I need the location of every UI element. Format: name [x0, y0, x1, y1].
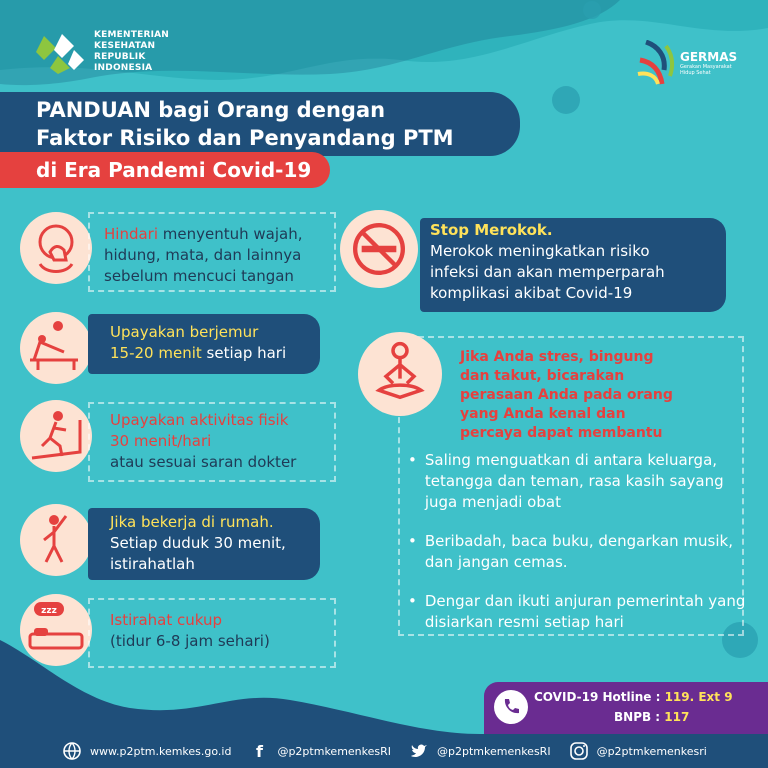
tip-face-line2: hidung, mata, dan lainnya: [104, 246, 302, 264]
title-line1: PANDUAN bagi Orang dengan: [36, 98, 386, 122]
tip-stress-bullets: [408, 450, 748, 651]
instagram-icon: [569, 741, 589, 761]
tip-work-text: [110, 512, 320, 575]
kemenkes-line1: KEMENTERIAN: [94, 30, 170, 40]
tip-face-highlight: Hindari: [104, 225, 159, 243]
kemenkes-logo: [34, 30, 169, 74]
hotline-bnpb: BNPB : 117: [614, 710, 690, 724]
kemenkes-line2: KESEHATAN: [94, 41, 156, 51]
list-item: • Beribadah, baca buku, dengarkan musik, dan jangan cemas.: [408, 532, 733, 571]
kemenkes-line4: INDONESIA: [94, 63, 153, 73]
tip-work-line1: Jika bekerja di rumah.: [110, 513, 274, 531]
tip-sun-line1: Upayakan berjemur: [110, 323, 259, 341]
list-item: • Saling menguatkan di antara keluarga, tetangga dan teman, rasa kasih sayang juga menjadi obat: [408, 451, 724, 511]
tip-stress-line1: Jika Anda stres, bingung: [460, 349, 654, 365]
tip-stress-line5: percaya dapat membantu: [460, 425, 663, 441]
hotline-covid-number: 119. Ext 9: [664, 690, 733, 704]
tip-stress-line4: yang Anda kenal dan: [460, 406, 626, 422]
page-title: [36, 96, 454, 152]
phone-icon: [494, 690, 528, 724]
hotline-bnpb-number: 117: [664, 710, 690, 724]
tip-face-text: [104, 224, 334, 287]
footer-twitter[interactable]: @p2ptmkemenkesRI: [409, 741, 551, 761]
tip-smoke-text: [430, 220, 726, 304]
tip-smoke-line4: komplikasi akibat Covid-19: [430, 284, 633, 302]
kemenkes-line3: REPUBLIK: [94, 52, 146, 62]
germas-subtitle: Gerakan Masyarakat Hidup Sehat: [680, 64, 732, 76]
tip-smoke-line3: infeksi dan akan memperparah: [430, 263, 665, 281]
tip-rest-line2: (tidur 6-8 jam sehari): [110, 632, 270, 650]
germas-title: GERMAS: [680, 50, 738, 64]
twitter-icon: [409, 741, 429, 761]
treadmill-icon: [20, 400, 92, 472]
list-item: • Dengar dan ikuti anjuran pemerintah yang disiarkan resmi setiap hari: [408, 592, 746, 631]
facebook-icon: f: [255, 741, 263, 761]
stretching-icon: [20, 504, 92, 576]
tip-smoke-line2: Merokok meningkatkan risiko: [430, 242, 650, 260]
tip-work-line2: Setiap duduk 30 menit,: [110, 534, 286, 552]
tip-smoke-line1: Stop Merokok.: [430, 221, 553, 239]
tip-sun-text: [110, 322, 320, 364]
germas-logo: [636, 40, 737, 86]
tip-rest-text: [110, 610, 336, 652]
no-smoking-icon: [340, 210, 418, 288]
globe-icon: [62, 741, 82, 761]
tip-work-line3: istirahatlah: [110, 555, 195, 573]
svg-text:zzz: zzz: [41, 606, 57, 616]
tip-stress-line3: perasaan Anda pada orang: [460, 387, 673, 403]
meditation-icon: [358, 332, 442, 416]
face-touch-icon: [20, 212, 92, 284]
sunbathing-icon: [20, 312, 92, 384]
sleep-icon: [20, 594, 92, 666]
tip-face-line1: menyentuh wajah,: [158, 225, 303, 243]
footer-website[interactable]: www.p2ptm.kemkes.go.id: [62, 741, 231, 761]
tip-rest-line1: Istirahat cukup: [110, 611, 223, 629]
tip-stress-line2: dan takut, bicarakan: [460, 368, 625, 384]
tip-exercise-line3: atau sesuai saran dokter: [110, 453, 297, 471]
footer-instagram[interactable]: @p2ptmkemenkesri: [569, 741, 707, 761]
kemenkes-logo-icon: [34, 30, 88, 74]
page-subtitle: di Era Pandemi Covid-19: [36, 158, 312, 182]
footer-facebook[interactable]: f @p2ptmkemenkesRI: [249, 741, 391, 761]
tip-exercise-line1: Upayakan aktivitas fisik: [110, 411, 289, 429]
germas-logo-icon: [636, 40, 676, 86]
tip-stress-heading: [460, 348, 730, 443]
tip-sun-highlight: 15-20 menit: [110, 344, 202, 362]
footer-bar: [0, 734, 768, 768]
tip-sun-line2: setiap hari: [201, 344, 287, 362]
tip-exercise-text: [110, 410, 336, 473]
tip-face-line3: sebelum mencuci tangan: [104, 267, 294, 285]
tip-exercise-line2: 30 menit/hari: [110, 432, 212, 450]
title-line2: Faktor Risiko dan Penyandang PTM: [36, 126, 454, 150]
hotline-covid: COVID-19 Hotline : 119. Ext 9: [534, 690, 733, 704]
